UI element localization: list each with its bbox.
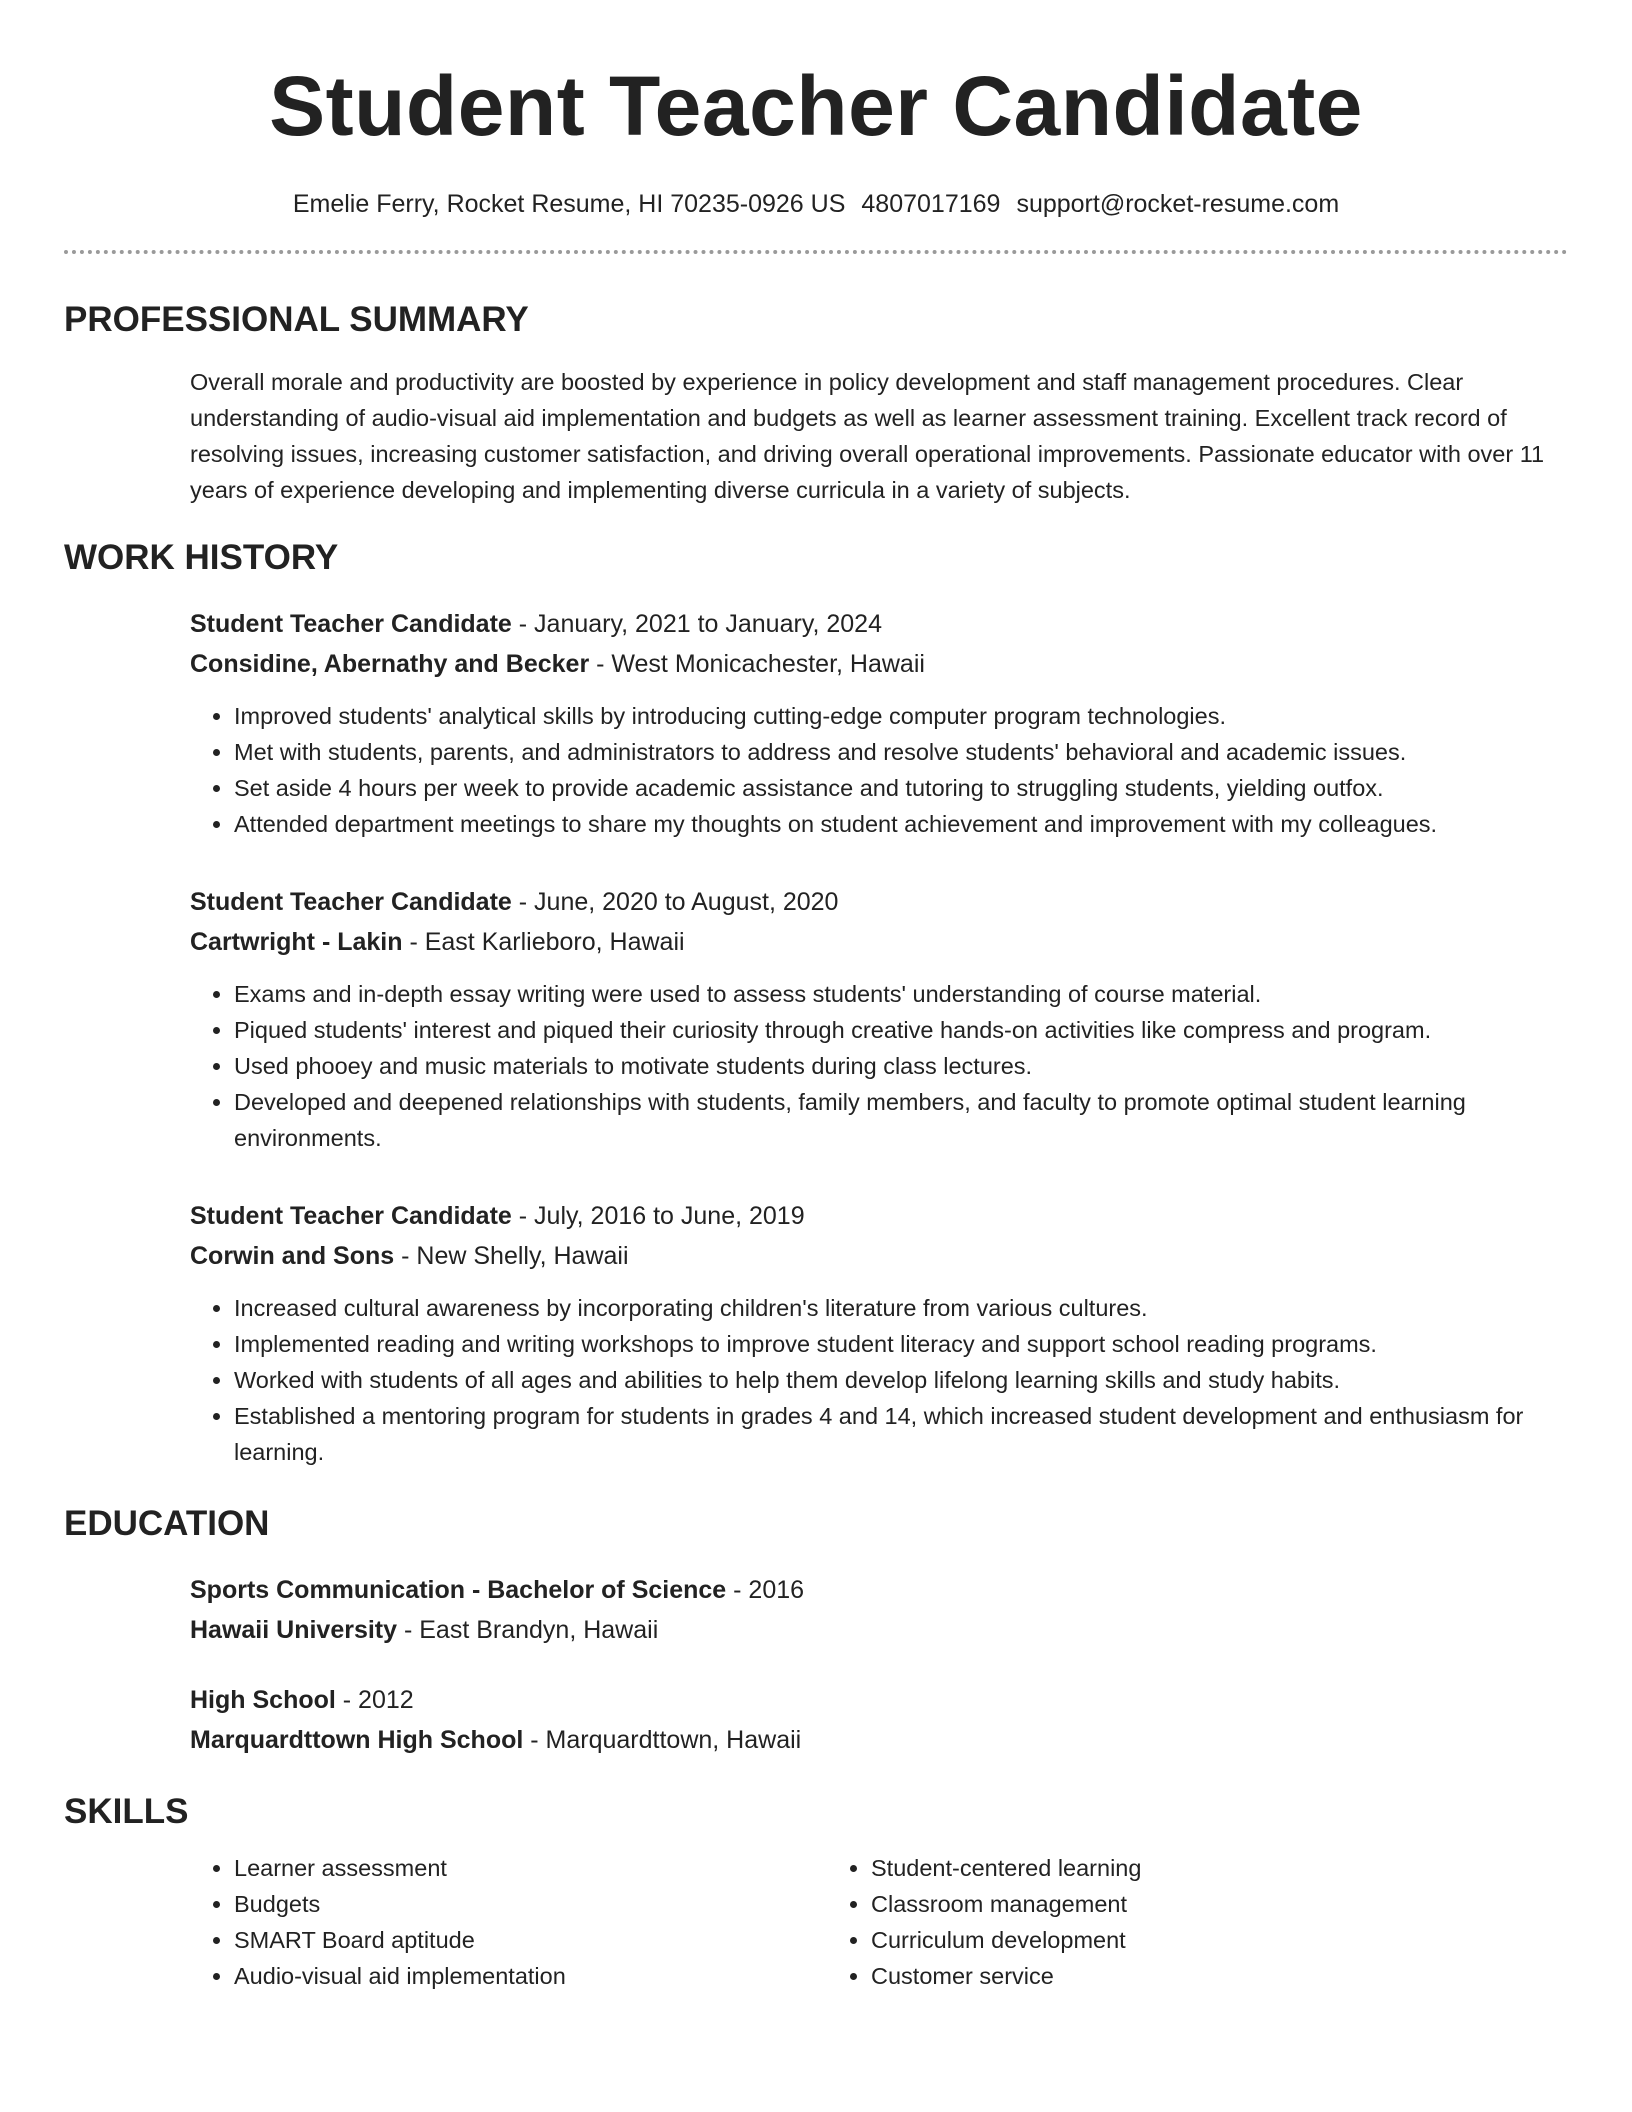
job-bullet: • Met with students, parents, and administrators to address and resolve students' behavioral and academic issues. xyxy=(234,734,1568,770)
job-dates: - June, 2020 to August, 2020 xyxy=(511,888,839,916)
education-degree: Sports Communication - Bachelor of Science xyxy=(190,1576,727,1604)
job-location: - East Karlieboro, Hawaii xyxy=(402,928,685,956)
candidate-name: Student Teacher Candidate xyxy=(269,59,1363,153)
job-bullet: • Increased cultural awareness by incorporating children's literature from various cultures. xyxy=(234,1290,1568,1326)
education-entry xyxy=(190,1570,1568,1650)
job-bullet: • Used phooey and music materials to motivate students during class lectures. xyxy=(234,1048,1568,1084)
header-divider xyxy=(64,250,1568,254)
job-dates: - January, 2021 to January, 2024 xyxy=(511,610,882,638)
education-location: - East Brandyn, Hawaii xyxy=(397,1616,659,1644)
education-degree-line xyxy=(190,1570,1568,1610)
job-bullets xyxy=(190,698,1568,842)
job-bullets xyxy=(190,1290,1568,1470)
education-school: Hawaii University xyxy=(190,1616,398,1644)
education-year: - 2012 xyxy=(335,1686,414,1714)
skill-item: • Learner assessment xyxy=(234,1850,827,1886)
education-school-line xyxy=(190,1720,1568,1760)
job-bullet: • Set aside 4 hours per week to provide academic assistance and tutoring to struggling students, yielding outfox. xyxy=(234,770,1568,806)
contact-info xyxy=(64,188,1568,220)
skills-list xyxy=(190,1850,1568,1994)
job-location: - New Shelly, Hawaii xyxy=(394,1242,629,1270)
education-school: Marquardttown High School xyxy=(190,1726,524,1754)
job-role: Student Teacher Candidate xyxy=(190,1202,512,1230)
job-title-line xyxy=(190,604,1568,644)
education-year: - 2016 xyxy=(726,1576,805,1604)
job-title-line xyxy=(190,1196,1568,1236)
contact-address: Emelie Ferry, Rocket Resume, HI 70235-0926 US xyxy=(292,190,846,218)
job-bullet: • Attended department meetings to share my thoughts on student achievement and improvement with my colleagues. xyxy=(234,806,1568,842)
job-bullet: • Piqued students' interest and piqued their curiosity through creative hands-on activities like compress and program. xyxy=(234,1012,1568,1048)
job-dates: - July, 2016 to June, 2019 xyxy=(511,1202,805,1230)
job-bullet: • Established a mentoring program for students in grades 4 and 14, which increased student development and enthusiasm for learning. xyxy=(234,1398,1568,1470)
job-role: Student Teacher Candidate xyxy=(190,888,512,916)
skill-item: • Budgets xyxy=(234,1886,827,1922)
summary-text: Overall morale and productivity are boosted by experience in policy development and staff management procedures. Clear understanding of audio-visual aid implementation and budgets as well as learner assessment training. Excellent track record of resolving issues, increasing customer satisfaction, and driving overall operational improvements. Passionate educator with over 11 years of experience developing and implementing diverse curricula in a variety of subjects. xyxy=(190,369,1545,503)
job-entry xyxy=(190,882,1568,1156)
education-degree-line xyxy=(190,1680,1568,1720)
skill-item: • Audio-visual aid implementation xyxy=(234,1958,827,1994)
job-company-line xyxy=(190,1236,1568,1276)
job-role: Student Teacher Candidate xyxy=(190,610,512,638)
skill-item: • Student-centered learning xyxy=(871,1850,1141,1886)
job-entry xyxy=(190,604,1568,842)
job-title-line xyxy=(190,882,1568,922)
job-bullet: • Worked with students of all ages and abilities to help them develop lifelong learning skills and study habits. xyxy=(234,1362,1568,1398)
education-location: - Marquardttown, Hawaii xyxy=(523,1726,802,1754)
skill-item: • SMART Board aptitude xyxy=(234,1922,827,1958)
skill-item: • Classroom management xyxy=(871,1886,1141,1922)
job-company: Corwin and Sons xyxy=(190,1242,395,1270)
job-bullet: • Implemented reading and writing workshops to improve student literacy and support school reading programs. xyxy=(234,1326,1568,1362)
education-entry xyxy=(190,1680,1568,1760)
job-entry xyxy=(190,1196,1568,1470)
skill-item: • Curriculum development xyxy=(871,1922,1141,1958)
job-company-line xyxy=(190,644,1568,684)
work-history-heading: WORK HISTORY xyxy=(64,538,339,577)
skill-item: • Customer service xyxy=(871,1958,1141,1994)
job-bullet: • Improved students' analytical skills by introducing cutting-edge computer program technologies. xyxy=(234,698,1568,734)
job-location: - West Monicachester, Hawaii xyxy=(589,650,925,678)
summary-heading: PROFESSIONAL SUMMARY xyxy=(64,300,529,339)
job-bullets xyxy=(190,976,1568,1156)
education-school-line xyxy=(190,1610,1568,1650)
job-bullet: • Exams and in-depth essay writing were used to assess students' understanding of course material. xyxy=(234,976,1568,1012)
job-company-line xyxy=(190,922,1568,962)
contact-email: support@rocket-resume.com xyxy=(1016,190,1340,218)
contact-phone: 4807017169 xyxy=(861,190,1001,218)
skills-column-right xyxy=(827,1850,1141,1994)
job-company: Considine, Abernathy and Becker xyxy=(190,650,590,678)
education-degree: High School xyxy=(190,1686,336,1714)
job-bullet: • Developed and deepened relationships with students, family members, and faculty to promote optimal student learning environments. xyxy=(234,1084,1568,1156)
job-company: Cartwright - Lakin xyxy=(190,928,403,956)
skills-heading: SKILLS xyxy=(64,1792,189,1831)
skills-column-left xyxy=(190,1850,827,1994)
education-heading: EDUCATION xyxy=(64,1504,270,1543)
